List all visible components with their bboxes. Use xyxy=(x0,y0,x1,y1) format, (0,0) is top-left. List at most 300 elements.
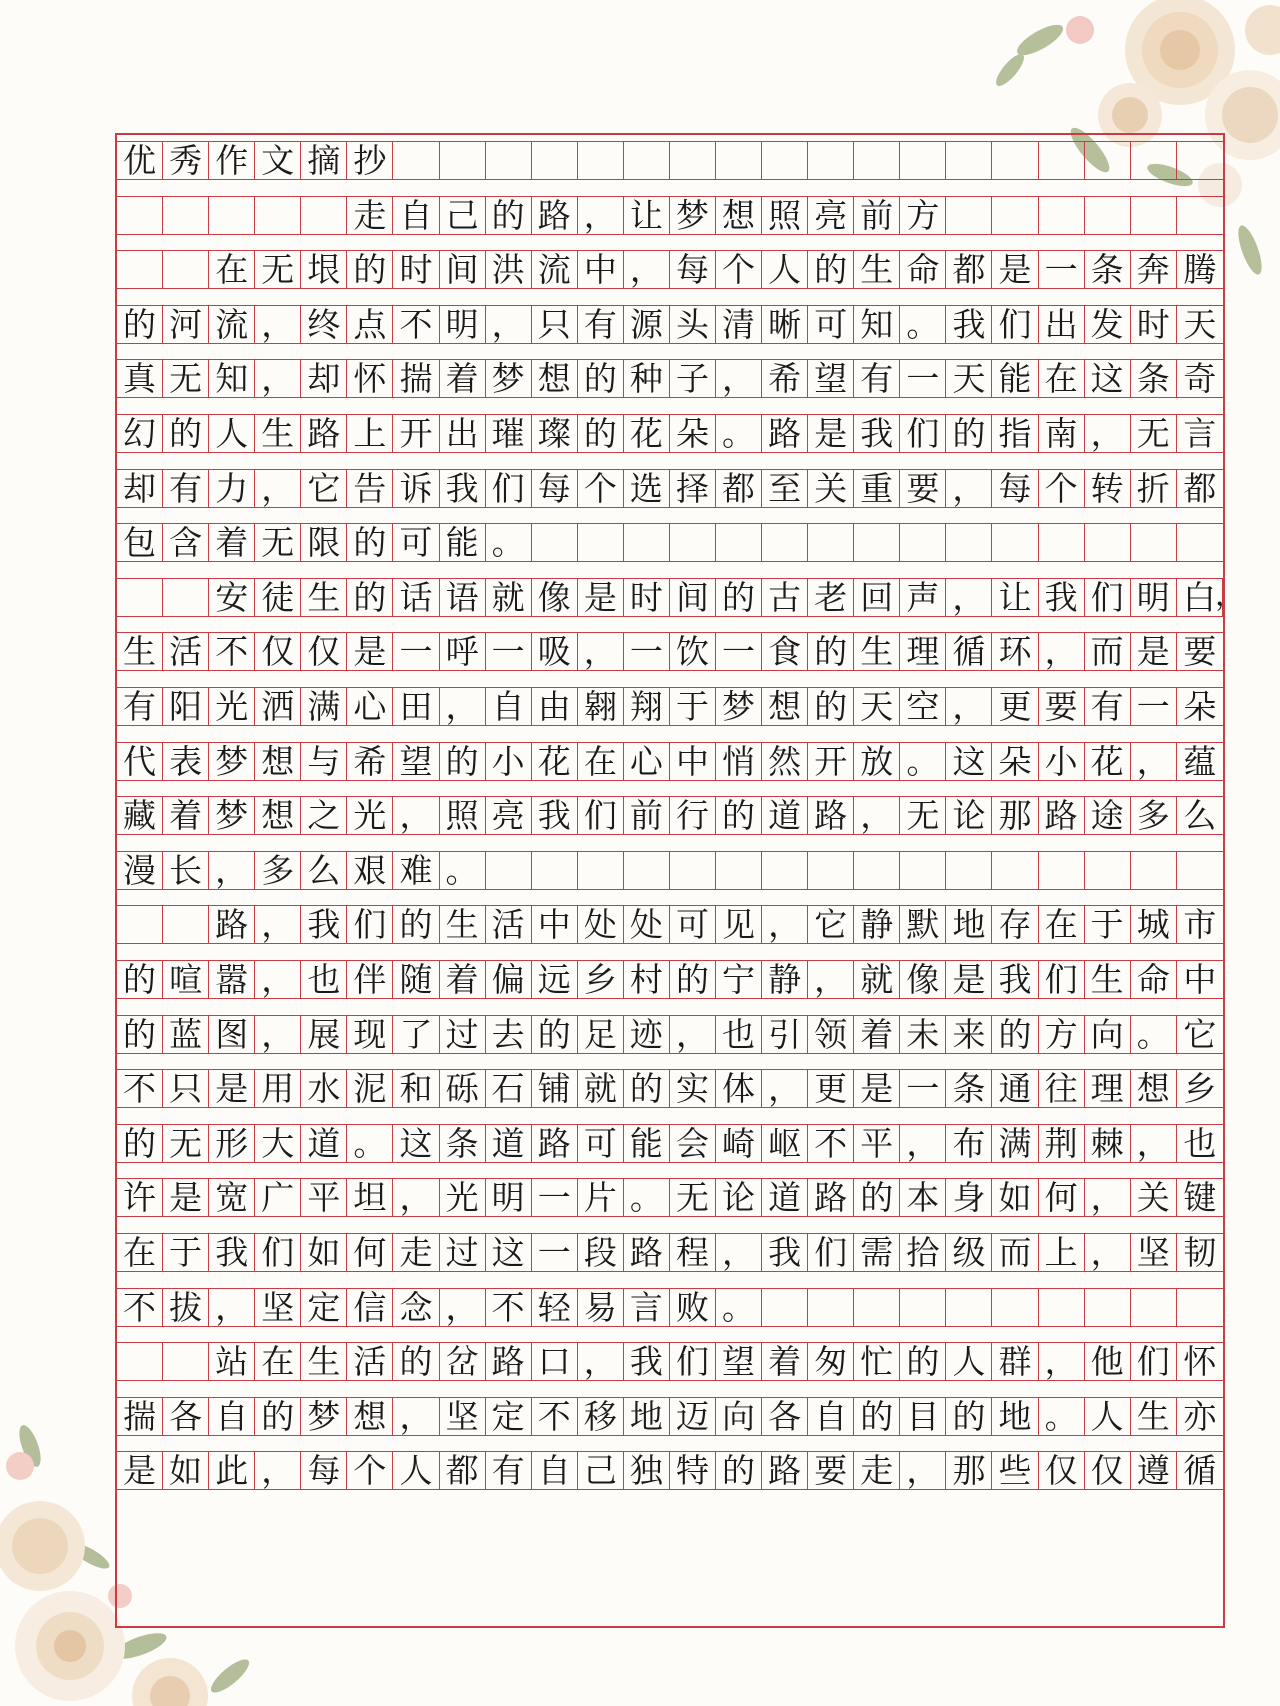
grid-cell: 让 xyxy=(992,579,1038,616)
grid-cell: 望 xyxy=(716,1343,762,1380)
grid-cell: 前 xyxy=(854,197,900,234)
grid-cell: 仅 xyxy=(301,633,347,670)
grid-cell: ， xyxy=(440,1289,486,1326)
grid-cell: 生 xyxy=(117,633,163,670)
grid-cell: 也 xyxy=(1183,1123,1217,1163)
grid-cell: 安 xyxy=(209,579,255,616)
essay-line-row xyxy=(117,1233,1223,1272)
grid-cell: 却 xyxy=(117,470,163,507)
grid-cell: ， xyxy=(946,688,992,725)
grid-cell: 乡 xyxy=(1183,1069,1217,1109)
grid-cell: 无 xyxy=(1131,415,1177,452)
grid-cell: ， xyxy=(946,470,992,507)
grid-cell xyxy=(1085,524,1131,561)
grid-cell: 悄 xyxy=(716,743,762,780)
grid-cell: 移 xyxy=(578,1398,624,1435)
grid-cell: 们 xyxy=(900,415,946,452)
grid-cell: ， xyxy=(578,1343,624,1380)
grid-cell: 伴 xyxy=(347,961,393,998)
grid-cell: 可 xyxy=(578,1125,624,1162)
grid-cell: 揣 xyxy=(117,1398,163,1435)
grid-cell xyxy=(163,197,209,234)
grid-cell: 翱 xyxy=(578,688,624,725)
grid-cell: 各 xyxy=(762,1398,808,1435)
overflow-char: ， xyxy=(1215,577,1245,613)
grid-cell xyxy=(393,142,439,179)
grid-cell: 天 xyxy=(1183,304,1217,344)
grid-cell: 想 xyxy=(762,688,808,725)
grid-cell: 着 xyxy=(440,360,486,397)
grid-cell: 自 xyxy=(393,197,439,234)
grid-cell xyxy=(1177,197,1223,234)
grid-cell: 定 xyxy=(301,1289,347,1326)
grid-cell: 都 xyxy=(716,470,762,507)
grid-cell: 蓝 xyxy=(163,1016,209,1053)
grid-cell: 饮 xyxy=(670,633,716,670)
grid-cell: 每 xyxy=(301,1452,347,1489)
grid-cell: 出 xyxy=(440,415,486,452)
grid-cell: 空 xyxy=(900,688,946,725)
grid-cell: 它 xyxy=(808,906,854,943)
grid-cell xyxy=(1131,197,1177,234)
grid-cell: 花 xyxy=(532,743,578,780)
grid-cell: 梦 xyxy=(209,797,255,834)
grid-cell: 自 xyxy=(209,1398,255,1435)
grid-cell: 行 xyxy=(670,797,716,834)
grid-cell: 择 xyxy=(670,470,716,507)
grid-cell: 有 xyxy=(1085,688,1131,725)
grid-cell: ， xyxy=(578,633,624,670)
grid-cell: 心 xyxy=(347,688,393,725)
grid-cell: 。 xyxy=(900,743,946,780)
grid-cell xyxy=(301,197,347,234)
grid-cell: 中 xyxy=(1183,960,1217,999)
grid-cell: 和 xyxy=(393,1070,439,1107)
grid-cell: 们 xyxy=(1085,579,1131,616)
grid-cell: 目 xyxy=(900,1398,946,1435)
grid-cell xyxy=(624,142,670,179)
grid-cell: 就 xyxy=(486,579,532,616)
grid-cell: 我 xyxy=(624,1343,670,1380)
grid-cell: 难 xyxy=(393,852,439,889)
grid-cell: 人 xyxy=(209,415,255,452)
grid-cell: 的 xyxy=(670,961,716,998)
grid-cell: 的 xyxy=(992,1016,1038,1053)
grid-cell: 时 xyxy=(624,579,670,616)
grid-cell: 的 xyxy=(624,1070,670,1107)
grid-cell: 引 xyxy=(762,1016,808,1053)
grid-cell: ， xyxy=(716,360,762,397)
grid-cell: 如 xyxy=(301,1234,347,1271)
grid-cell: 只 xyxy=(532,306,578,343)
grid-cell: 呼 xyxy=(440,633,486,670)
grid-cell: 终 xyxy=(301,306,347,343)
grid-cell: 在 xyxy=(117,1234,163,1271)
grid-cell: 抄 xyxy=(347,142,393,179)
grid-cell: 不 xyxy=(393,306,439,343)
grid-cell xyxy=(762,1289,808,1326)
grid-cell: 用 xyxy=(255,1070,301,1107)
grid-cell: 条 xyxy=(1085,251,1131,288)
grid-cell: 更 xyxy=(992,688,1038,725)
grid-cell: 们 xyxy=(255,1234,301,1271)
grid-cell: 的 xyxy=(808,251,854,288)
grid-cell: 不 xyxy=(486,1289,532,1326)
grid-cell: 梦 xyxy=(486,360,532,397)
grid-cell: 有 xyxy=(163,470,209,507)
grid-cell: 。 xyxy=(900,306,946,343)
grid-cell xyxy=(716,852,762,889)
grid-cell: 小 xyxy=(1039,743,1085,780)
grid-cell: 亦 xyxy=(1183,1396,1217,1436)
grid-cell: 来 xyxy=(946,1016,992,1053)
grid-cell: 的 xyxy=(532,1016,578,1053)
grid-cell: 望 xyxy=(393,743,439,780)
grid-cell: 个 xyxy=(716,251,762,288)
grid-cell: 这 xyxy=(1085,360,1131,397)
essay-line-row xyxy=(117,796,1223,835)
grid-cell: 满 xyxy=(301,688,347,725)
grid-cell xyxy=(992,524,1038,561)
grid-cell: 放 xyxy=(854,743,900,780)
grid-cell: 一 xyxy=(393,633,439,670)
grid-cell: 流 xyxy=(532,251,578,288)
grid-cell: 我 xyxy=(1039,579,1085,616)
grid-cell xyxy=(808,142,854,179)
grid-cell: 生 xyxy=(440,906,486,943)
grid-cell: 源 xyxy=(624,306,670,343)
grid-cell: 不 xyxy=(209,633,255,670)
grid-cell: 自 xyxy=(808,1398,854,1435)
grid-cell: 秀 xyxy=(163,142,209,179)
grid-cell: 想 xyxy=(255,797,301,834)
grid-cell: 语 xyxy=(440,579,486,616)
essay-line-row xyxy=(117,851,1223,890)
grid-cell: 我 xyxy=(992,961,1038,998)
grid-cell: 摘 xyxy=(301,142,347,179)
grid-cell: ， xyxy=(1131,743,1177,780)
grid-cell: 条 xyxy=(946,1070,992,1107)
grid-cell: 梦 xyxy=(301,1398,347,1435)
grid-cell: 心 xyxy=(624,743,670,780)
grid-cell: 无 xyxy=(900,797,946,834)
grid-cell: 都 xyxy=(1183,468,1217,508)
essay-line-row xyxy=(117,960,1223,999)
grid-cell xyxy=(1131,1289,1177,1326)
grid-cell: 上 xyxy=(347,415,393,452)
grid-cell: 如 xyxy=(163,1452,209,1489)
grid-cell: 形 xyxy=(209,1125,255,1162)
grid-cell: 生 xyxy=(1085,961,1131,998)
grid-cell: ， xyxy=(255,1452,301,1489)
essay-line-row xyxy=(117,577,1245,617)
grid-cell: 想 xyxy=(1131,1070,1177,1107)
grid-cell: ， xyxy=(255,906,301,943)
grid-cell: 见 xyxy=(716,906,762,943)
grid-cell: 我 xyxy=(946,306,992,343)
grid-cell: 路 xyxy=(624,1234,670,1271)
grid-cell: 是 xyxy=(209,1070,255,1107)
grid-cell: 优 xyxy=(117,142,163,179)
grid-cell: 随 xyxy=(393,961,439,998)
grid-cell: 光 xyxy=(347,797,393,834)
grid-cell xyxy=(578,524,624,561)
essay-line-row xyxy=(117,523,1223,562)
grid-cell: 砾 xyxy=(440,1070,486,1107)
grid-cell: 。 xyxy=(347,1125,393,1162)
grid-cell: ， xyxy=(946,579,992,616)
grid-cell: ， xyxy=(255,360,301,397)
grid-cell xyxy=(716,142,762,179)
grid-cell: 要 xyxy=(1183,632,1217,672)
grid-cell: 们 xyxy=(992,306,1038,343)
grid-cell: 迈 xyxy=(670,1398,716,1435)
grid-cell: 每 xyxy=(532,470,578,507)
grid-cell: 要 xyxy=(1039,688,1085,725)
grid-cell: 处 xyxy=(578,906,624,943)
grid-cell: 路 xyxy=(808,797,854,834)
grid-cell: 路 xyxy=(808,1179,854,1216)
grid-cell: 坚 xyxy=(1131,1234,1177,1271)
grid-cell: 的 xyxy=(946,1398,992,1435)
grid-cell: 论 xyxy=(716,1179,762,1216)
grid-cell: 路 xyxy=(762,1452,808,1489)
grid-cell xyxy=(946,524,992,561)
essay-line-row xyxy=(117,1342,1223,1381)
grid-cell: 一 xyxy=(1131,688,1177,725)
grid-cell: 声 xyxy=(900,579,946,616)
grid-cell: 却 xyxy=(301,360,347,397)
grid-cell: ， xyxy=(762,906,808,943)
grid-cell: 蕴 xyxy=(1183,741,1217,781)
grid-cell: 让 xyxy=(624,197,670,234)
grid-cell: ， xyxy=(716,1234,762,1271)
grid-cell xyxy=(532,852,578,889)
grid-cell: 天 xyxy=(854,688,900,725)
grid-cell: ， xyxy=(440,688,486,725)
grid-cell: 古 xyxy=(762,579,808,616)
grid-cell: 程 xyxy=(670,1234,716,1271)
grid-cell: ， xyxy=(255,306,301,343)
grid-cell: 怀 xyxy=(1183,1342,1217,1382)
grid-cell: 活 xyxy=(347,1343,393,1380)
grid-cell: 的 xyxy=(854,1398,900,1435)
grid-cell: 一 xyxy=(486,633,532,670)
grid-cell: 途 xyxy=(1085,797,1131,834)
grid-cell: 许 xyxy=(117,1179,163,1216)
grid-cell: 道 xyxy=(301,1125,347,1162)
grid-cell xyxy=(808,524,854,561)
grid-cell: 路 xyxy=(301,415,347,452)
grid-cell: 洪 xyxy=(486,251,532,288)
grid-cell xyxy=(1085,142,1131,179)
grid-cell: 想 xyxy=(716,197,762,234)
grid-cell: 方 xyxy=(900,197,946,234)
grid-cell xyxy=(762,524,808,561)
essay-line-row xyxy=(117,359,1223,398)
grid-cell: 本 xyxy=(900,1179,946,1216)
grid-cell: 腾 xyxy=(1183,250,1217,290)
grid-cell: 有 xyxy=(578,306,624,343)
grid-cell: 去 xyxy=(486,1016,532,1053)
grid-cell: 那 xyxy=(992,797,1038,834)
grid-cell: 言 xyxy=(1183,414,1217,453)
grid-cell xyxy=(946,142,992,179)
grid-cell: 南 xyxy=(1039,415,1085,452)
grid-cell: 人 xyxy=(762,251,808,288)
grid-cell: 们 xyxy=(486,470,532,507)
grid-cell xyxy=(762,852,808,889)
grid-cell xyxy=(117,906,163,943)
grid-cell: 循 xyxy=(946,633,992,670)
grid-cell: 崎 xyxy=(716,1125,762,1162)
grid-cell: 想 xyxy=(255,743,301,780)
grid-cell: 是 xyxy=(946,961,992,998)
grid-cell: ， xyxy=(255,961,301,998)
grid-cell xyxy=(854,1289,900,1326)
grid-cell: 的 xyxy=(900,1343,946,1380)
grid-cell: 广 xyxy=(255,1179,301,1216)
grid-cell: 的 xyxy=(117,961,163,998)
grid-cell: 中 xyxy=(670,743,716,780)
grid-cell: 无 xyxy=(670,1179,716,1216)
grid-cell xyxy=(1039,524,1085,561)
grid-cell xyxy=(992,142,1038,179)
grid-cell: 明 xyxy=(440,306,486,343)
grid-cell: 路 xyxy=(1039,797,1085,834)
grid-cell: 。 xyxy=(1131,1016,1177,1053)
grid-cell: 生 xyxy=(255,415,301,452)
grid-cell: 亮 xyxy=(808,197,854,234)
essay-line-row xyxy=(117,1069,1223,1108)
grid-cell: 自 xyxy=(532,1452,578,1489)
grid-cell: 晰 xyxy=(762,306,808,343)
grid-cell: 荆 xyxy=(1039,1125,1085,1162)
grid-cell: 路 xyxy=(486,1343,532,1380)
grid-cell: 流 xyxy=(209,306,255,343)
grid-cell xyxy=(900,524,946,561)
grid-cell: 己 xyxy=(440,197,486,234)
grid-cell: 么 xyxy=(301,852,347,889)
grid-cell: 棘 xyxy=(1085,1125,1131,1162)
grid-cell: 在 xyxy=(209,251,255,288)
essay-line-row xyxy=(117,1124,1223,1163)
grid-cell xyxy=(1131,142,1177,179)
grid-cell: 拾 xyxy=(900,1234,946,1271)
grid-cell: 田 xyxy=(393,688,439,725)
grid-cell xyxy=(716,524,762,561)
grid-cell: 一 xyxy=(716,633,762,670)
grid-cell: 点 xyxy=(347,306,393,343)
grid-cell: 嚣 xyxy=(209,961,255,998)
grid-cell: 活 xyxy=(163,633,209,670)
grid-cell: 仅 xyxy=(255,633,301,670)
grid-cell: 在 xyxy=(255,1343,301,1380)
grid-cell: 静 xyxy=(762,961,808,998)
grid-cell: 光 xyxy=(209,688,255,725)
grid-cell: 一 xyxy=(532,1234,578,1271)
grid-cell: 生 xyxy=(854,251,900,288)
grid-cell: 身 xyxy=(946,1179,992,1216)
grid-cell: 。 xyxy=(486,524,532,561)
grid-cell: 幻 xyxy=(117,415,163,452)
grid-cell: 仅 xyxy=(1085,1452,1131,1489)
grid-cell: 的 xyxy=(117,306,163,343)
grid-cell: 图 xyxy=(209,1016,255,1053)
grid-cell: 的 xyxy=(578,415,624,452)
grid-cell: 们 xyxy=(1131,1343,1177,1380)
grid-cell xyxy=(532,524,578,561)
grid-cell: 诉 xyxy=(393,470,439,507)
grid-cell: 漫 xyxy=(117,852,163,889)
grid-cell: ， xyxy=(1039,1343,1085,1380)
grid-cell: 时 xyxy=(1131,306,1177,343)
grid-cell: ， xyxy=(393,1179,439,1216)
grid-cell: 生 xyxy=(1131,1398,1177,1435)
grid-cell xyxy=(946,197,992,234)
grid-cell: 着 xyxy=(440,961,486,998)
essay-line-row xyxy=(117,687,1223,726)
grid-cell: 有 xyxy=(854,360,900,397)
grid-cell: 每 xyxy=(992,470,1038,507)
grid-cell: 多 xyxy=(255,852,301,889)
grid-cell: 迹 xyxy=(624,1016,670,1053)
grid-cell xyxy=(1085,1289,1131,1326)
grid-cell: 由 xyxy=(532,688,578,725)
grid-cell xyxy=(117,251,163,288)
grid-cell: 铺 xyxy=(532,1070,578,1107)
grid-cell: 一 xyxy=(532,1179,578,1216)
grid-cell: 他 xyxy=(1085,1343,1131,1380)
grid-cell: 也 xyxy=(301,961,347,998)
grid-cell: 往 xyxy=(1039,1070,1085,1107)
grid-cell: 而 xyxy=(1085,633,1131,670)
grid-cell: 道 xyxy=(762,797,808,834)
grid-cell: 条 xyxy=(440,1125,486,1162)
grid-cell: 朵 xyxy=(670,415,716,452)
grid-cell xyxy=(163,1343,209,1380)
grid-cell: 着 xyxy=(854,1016,900,1053)
grid-cell: 生 xyxy=(854,633,900,670)
grid-cell xyxy=(670,142,716,179)
essay-line-row xyxy=(117,1015,1223,1054)
grid-cell: 照 xyxy=(762,197,808,234)
grid-cell: 时 xyxy=(393,251,439,288)
grid-cell: 岖 xyxy=(762,1125,808,1162)
grid-cell: 的 xyxy=(347,251,393,288)
composition-grid-paper xyxy=(115,133,1245,1628)
grid-cell: ， xyxy=(1039,633,1085,670)
grid-cell: 一 xyxy=(900,1070,946,1107)
grid-cell xyxy=(578,852,624,889)
grid-cell: 的 xyxy=(347,579,393,616)
grid-cell xyxy=(946,1289,992,1326)
grid-cell: 条 xyxy=(1131,360,1177,397)
grid-cell xyxy=(1177,142,1223,179)
essay-line-row xyxy=(117,905,1223,944)
grid-cell: 是 xyxy=(347,633,393,670)
grid-cell: 想 xyxy=(347,1398,393,1435)
grid-cell: 不 xyxy=(117,1070,163,1107)
grid-cell xyxy=(900,1289,946,1326)
grid-cell: 此 xyxy=(209,1452,255,1489)
grid-cell xyxy=(163,251,209,288)
grid-cell: 命 xyxy=(1131,961,1177,998)
grid-cell: 就 xyxy=(854,961,900,998)
grid-cell: 理 xyxy=(900,633,946,670)
grid-cell: 我 xyxy=(440,470,486,507)
grid-cell: 可 xyxy=(393,524,439,561)
